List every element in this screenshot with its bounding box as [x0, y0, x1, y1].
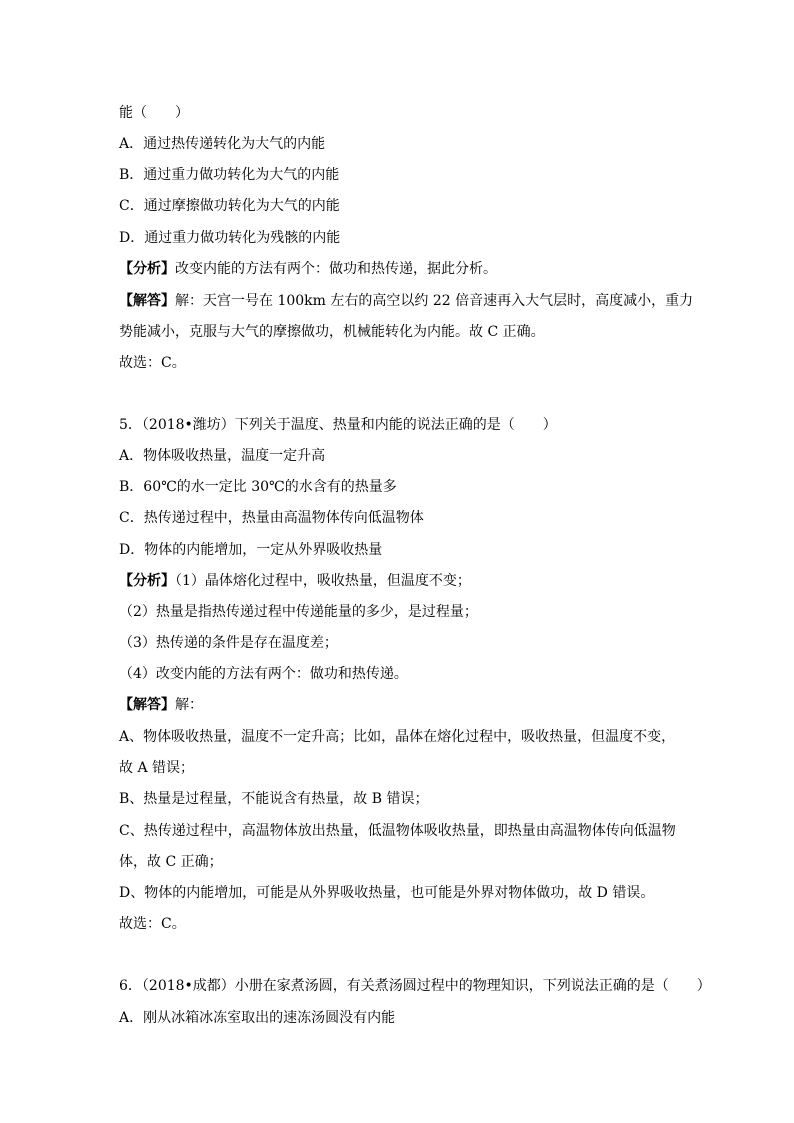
q4-option-a: A．通过热传递转化为大气的内能: [119, 136, 326, 152]
q5-answer-line-1: A、物体吸收热量，温度不一定升高；比如，晶体在熔化过程中，吸收热量，但温度不变，: [119, 729, 676, 745]
analysis-tag: 【分析】: [119, 573, 175, 589]
q5-option-d: D．物体的内能增加，一定从外界吸收热量: [119, 542, 383, 558]
q6-option-a: A．刚从冰箱冰冻室取出的速冻汤圆没有内能: [119, 1010, 396, 1026]
q5-answer-line-2: 故 A 错误；: [119, 760, 195, 776]
q6-stem: 6．（2018•成都）小册在家煮汤圆，有关煮汤圆过程中的物理知识，下列说法正确的是（ ）: [119, 978, 711, 994]
q4-option-b: B．通过重力做功转化为大气的内能: [119, 167, 340, 183]
q5-answer-line-3: B、热量是过程量，不能说含有热量，故 B 错误；: [119, 791, 429, 807]
answer-intro: 解：: [175, 697, 203, 713]
answer-tag: 【解答】: [119, 293, 175, 309]
answer-tag: 【解答】: [119, 697, 175, 713]
q5-answer-line-5: 体，故 C 正确；: [119, 854, 223, 870]
q5-analysis-line-3: （3）热传递的条件是存在温度差；: [119, 635, 338, 651]
q4-option-d: D．通过重力做功转化为残骸的内能: [119, 230, 341, 246]
q5-choice: 故选：C。: [119, 916, 186, 932]
analysis-text: 改变内能的方法有两个：做功和热传递，据此分析。: [175, 261, 497, 277]
analysis-text: （1）晶体熔化过程中，吸收热量，但温度不变；: [175, 573, 471, 589]
q4-answer-line-1: [119, 292, 693, 310]
q5-option-b: B．60℃的水一定比 30℃的水含有的热量多: [119, 479, 397, 495]
q5-answer-line-6: D、物体的内能增加，可能是从外界吸收热量，也可能是外界对物体做功，故 D 错误。: [119, 885, 655, 901]
q5-answer-heading: [119, 696, 203, 714]
q5-stem: 5．（2018•潍坊）下列关于温度、热量和内能的说法正确的是（ ）: [119, 417, 557, 433]
q5-answer-line-4: C、热传递过程中，高温物体放出热量，低温物体吸收热量，即热量由高温物体传向低温物: [119, 823, 676, 839]
q5-option-a: A．物体吸收热量，温度一定升高: [119, 448, 326, 464]
q4-option-c: C．通过摩擦做功转化为大气的内能: [119, 198, 340, 214]
q5-option-c: C．热传递过程中，热量由高温物体传向低温物体: [119, 510, 424, 526]
q5-analysis-line-4: （4）改变内能的方法有两个：做功和热传递。: [119, 666, 408, 682]
q5-analysis-line-1: [119, 572, 471, 590]
q4-analysis: [119, 260, 497, 278]
answer-text: 解：天宫一号在 100km 左右的高空以约 22 倍音速再入大气层时，高度减小，重力: [175, 293, 694, 309]
q4-choice: 故选：C。: [119, 355, 186, 371]
q5-analysis-line-2: （2）热量是指热传递过程中传递能量的多少，是过程量；: [119, 604, 478, 620]
q4-stem-end: 能（ ）: [119, 105, 189, 121]
q4-answer-line-2: 势能减小，克服与大气的摩擦做功，机械能转化为内能。故 C 正确。: [119, 324, 545, 340]
analysis-tag: 【分析】: [119, 261, 175, 277]
